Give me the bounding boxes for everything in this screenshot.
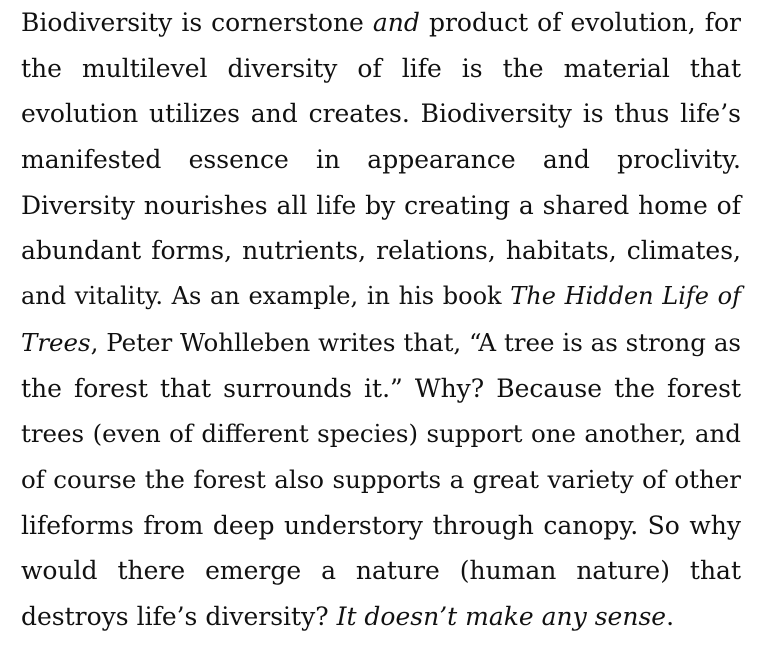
paragraph-line — [21, 46, 741, 92]
paragraph-line — [21, 548, 741, 594]
paragraph-line — [21, 366, 741, 412]
text-segment: Biodiversity is cornerstone — [21, 8, 373, 37]
emphasis-text: It doesn’t make any sense — [336, 601, 667, 631]
paragraph-line — [21, 228, 741, 274]
text-segment: would there emerge a nature (human nature) that — [21, 556, 741, 586]
paragraph-line — [21, 594, 741, 640]
paragraph-line — [21, 320, 741, 366]
paragraph-line — [21, 457, 741, 503]
text-segment: trees (even of different species) support one another, and — [21, 419, 741, 449]
paragraph-line — [21, 0, 741, 46]
text-segment: and vitality. As an example, in his book — [21, 282, 511, 311]
text-segment: , Peter Wohlleben writes that, “A tree is as strong as — [90, 327, 741, 357]
book-title-text: The Hidden Life of — [510, 282, 742, 311]
paragraph-line — [21, 411, 741, 457]
text-segment: the forest that surrounds it.” Why? Because the forest — [21, 373, 741, 403]
text-segment: Diversity nourishes all life by creating a shared home of — [21, 190, 741, 220]
text-segment: destroys life’s diversity? — [21, 601, 337, 631]
paragraph-line — [21, 503, 741, 549]
paragraph-line — [21, 274, 741, 320]
text-segment: product of evolution, for — [419, 8, 741, 37]
text-segment: . — [666, 601, 675, 631]
paragraph-line — [21, 183, 741, 229]
text-segment: abundant forms, nutrients, relations, habitats, climates, — [21, 236, 741, 266]
body-paragraph — [21, 0, 741, 640]
paragraph-line — [21, 137, 741, 183]
text-segment: of course the forest also supports a great variety of other — [21, 464, 741, 494]
text-segment: the multilevel diversity of life is the material that — [21, 53, 741, 83]
paragraph-line — [21, 91, 741, 137]
text-segment: manifested essence in appearance and proclivity. — [21, 145, 741, 175]
text-segment: lifeforms from deep understory through canopy. So why — [21, 510, 741, 540]
emphasis-text: and — [372, 8, 420, 37]
book-title-text: Trees — [21, 327, 91, 357]
text-segment: evolution utilizes and creates. Biodiversity is thus life’s — [21, 99, 741, 129]
document-page — [21, 0, 741, 640]
